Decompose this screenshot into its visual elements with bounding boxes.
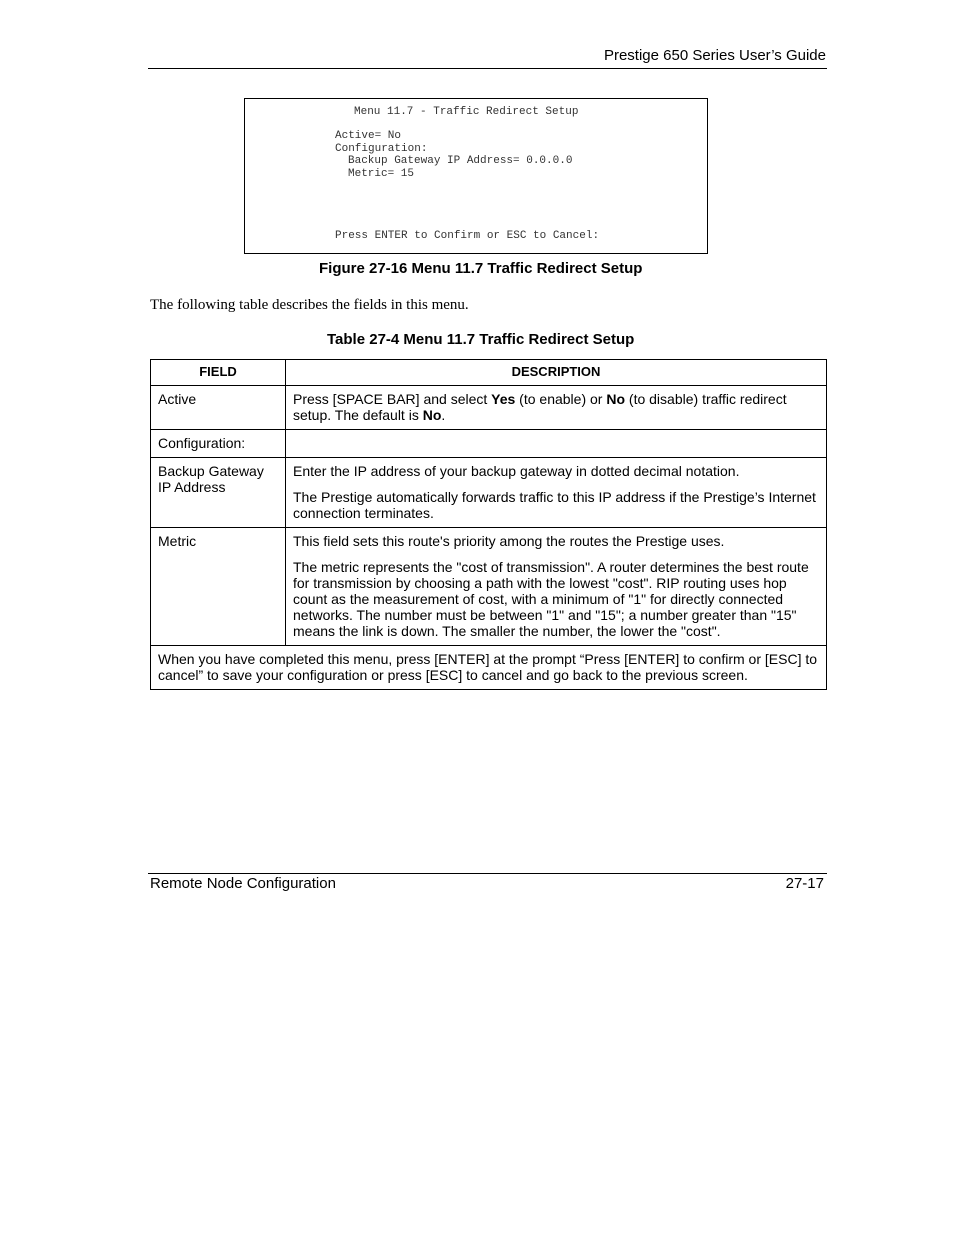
table-row [151,430,827,458]
field-name: Metric [151,528,286,646]
screen-title: Menu 11.7 - Traffic Redirect Setup [354,106,579,118]
field-name: Active [151,386,286,430]
table-footer-note: When you have completed this menu, press [ENTER] at the prompt “Press [ENTER] to confirm or [ESC] to cancel” to save your configuration or press [ESC] to cancel and go back to the previous screen. [151,646,827,690]
screen-active: Active= No [335,130,402,142]
terminal-screen [244,98,708,254]
field-description [286,430,827,458]
field-name: Configuration: [151,430,286,458]
table-caption: Table 27-4 Menu 11.7 Traffic Redirect Setup [327,331,635,348]
intro-text: The following table describes the fields in this menu. [150,297,469,313]
table-row [151,528,827,646]
footer-divider [148,873,827,874]
fields-table [150,359,827,690]
running-header: Prestige 650 Series User’s Guide [603,47,826,64]
screen-prompt: Press ENTER to Confirm or ESC to Cancel: [335,230,600,242]
screen-configuration: Configuration: [335,143,428,155]
header-divider [148,68,827,69]
field-name: Backup Gateway IP Address [151,458,286,528]
figure-caption: Figure 27-16 Menu 11.7 Traffic Redirect Setup [319,260,643,277]
footer-section: Remote Node Configuration [150,875,336,892]
table-row [151,386,827,430]
field-description: Press [SPACE BAR] and select Yes (to enable) or No (to disable) traffic redirect setup. The default is No. [286,386,827,430]
header-description: DESCRIPTION [286,360,827,386]
screen-backup-gateway: Backup Gateway IP Address= 0.0.0.0 [348,155,573,167]
table-header-row [151,360,827,386]
table-footer-row [151,646,827,690]
header-field: FIELD [151,360,286,386]
field-description: Enter the IP address of your backup gateway in dotted decimal notation. The Prestige automatically forwards traffic to this IP address if the Prestige’s Internet connection terminates. [286,458,827,528]
field-description: This field sets this route's priority among the routes the Prestige uses. The metric represents the "cost of transmission". A router determines the best route for transmission by choosing a path with the lowest "cost". RIP routing uses hop count as the measurement of cost, with a minimum of "1" for directly connected networks. The number must be between "1" and "15"; a number greater than "15" means the link is down. The smaller the number, the lower the "cost". [286,528,827,646]
screen-metric: Metric= 15 [348,168,415,180]
table-row [151,458,827,528]
page-number: 27-17 [785,875,824,892]
